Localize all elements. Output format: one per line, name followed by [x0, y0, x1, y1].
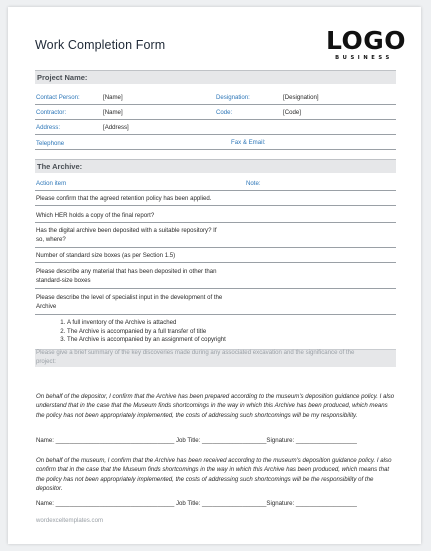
divider: [35, 104, 396, 105]
archive-question-line-2: Archive: [36, 303, 57, 310]
divider: [35, 119, 396, 120]
form-title: Work Completion Form: [35, 38, 166, 52]
fax-email-label: Fax & Email:: [231, 139, 266, 146]
archive-heading: The Archive:: [35, 159, 396, 173]
depositor-signature-line[interactable]: Name: ___________________________________ Job Title: ___________________Signature: __________________: [36, 437, 357, 444]
archive-question-line-2: so, where?: [36, 236, 66, 243]
contractor-value[interactable]: [Name]: [103, 109, 123, 116]
depositor-declaration: On behalf of the depositor, I confirm that the Archive has been prepared according to the museum's deposition guidance policy. I also understand that in the case that the Museum finds shortcomings in the way in which this Archive has been produced, which means the policy has not been appropriately implemented, the costs of addressing such shortcomings will be my responsibility.: [36, 393, 395, 419]
address-label: Address:: [36, 124, 61, 131]
footer-website: wordexceltemplates.com: [36, 517, 104, 524]
list-item: 1. A full inventory of the Archive is attached: [67, 319, 387, 328]
logo-subtext: BUSINESS: [335, 55, 393, 61]
archive-question-line-1: Has the digital archive been deposited with a suitable repository? If: [36, 227, 217, 234]
list-item: 2. The Archive is accompanied by a full transfer of title: [67, 328, 387, 337]
action-item-label: Action item: [36, 180, 67, 187]
code-value[interactable]: [Code]: [283, 109, 301, 116]
summary-prompt-line-1: Please give a brief summary of the key discoveries made during any associated excavation and the significance of the: [36, 349, 355, 356]
divider: [35, 262, 396, 263]
contact-person-value[interactable]: [Name]: [103, 94, 123, 101]
designation-value[interactable]: [Designation]: [283, 94, 319, 101]
divider: [35, 314, 396, 315]
divider: [35, 247, 396, 248]
archive-checklist: [35, 319, 387, 345]
museum-signature-line[interactable]: Name: ___________________________________ Job Title: ___________________Signature: __________________: [36, 500, 357, 507]
logo-text: LOGO: [326, 26, 407, 55]
archive-question-line-2: standard-size boxes: [36, 277, 91, 284]
form-page: [8, 7, 421, 544]
list-item: 3. The Archive is accompanied by an assignment of copyright: [67, 336, 387, 345]
business-logo: [326, 26, 407, 61]
contact-person-label: Contact Person:: [36, 94, 80, 101]
address-value[interactable]: [Address]: [103, 124, 129, 131]
telephone-label: Telephone: [36, 140, 65, 147]
summary-prompt-line-2: project:: [36, 358, 56, 365]
designation-label: Designation:: [216, 94, 250, 101]
project-name-heading: Project Name:: [35, 70, 396, 84]
museum-declaration: On behalf of the museum, I confirm that the Archive has been received according to the museum's deposition guidance policy. I also confirm that in the case that the Museum finds shortcomings in the way in which this Archive has been produced, which means that the policy has not been appropriately implemented, the costs of addressing such shortcomings will be the responsibility of the depositor.: [36, 457, 392, 493]
note-label: Note:: [246, 180, 261, 187]
divider: [35, 222, 396, 223]
archive-question: Which HER holds a copy of the final report?: [36, 212, 155, 219]
contractor-label: Contractor:: [36, 109, 67, 116]
divider: [35, 149, 396, 150]
divider: [35, 205, 396, 206]
divider: [35, 134, 396, 135]
divider: [35, 190, 396, 191]
archive-question: Please confirm that the agreed retention policy has been applied.: [36, 195, 212, 202]
archive-question-line-1: Please describe the level of specialist input in the development of the: [36, 294, 223, 301]
archive-question: Number of standard size boxes (as per Section 1.5): [36, 252, 176, 259]
divider: [35, 288, 396, 289]
archive-question-line-1: Please describe any material that has been deposited in other than: [36, 268, 217, 275]
code-label: Code:: [216, 109, 233, 116]
